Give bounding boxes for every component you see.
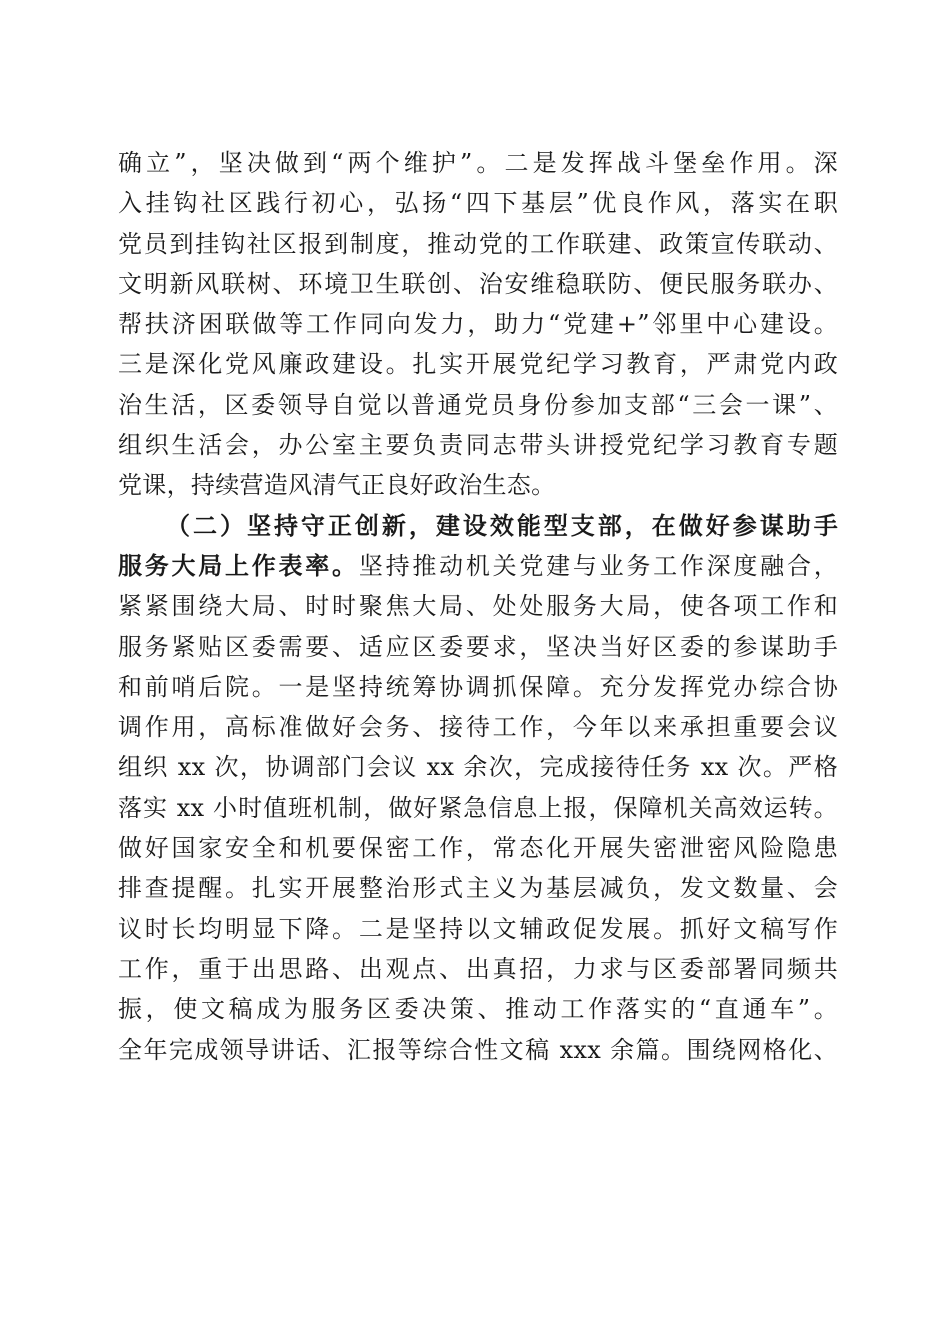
text-line: 党员到挂钩社区报到制度，推动党的工作联建、政策宣传联动、 xyxy=(118,229,838,258)
text-line: 振，使文稿成为服务区委决策、推动工作落实的“直通车”。 xyxy=(118,995,838,1024)
text-line: 入挂钩社区践行初心，弘扬“四下基层”优良作风，落实在职 xyxy=(118,189,838,218)
text-line: 服务紧贴区委需要、适应区委要求，坚决当好区委的参谋助手 xyxy=(118,632,838,661)
text-line: 和前哨后院。一是坚持统筹协调抓保障。充分发挥党办综合协 xyxy=(118,672,838,701)
text-line: 三是深化党风廉政建设。扎实开展党纪学习教育，严肃党内政 xyxy=(118,350,838,379)
text-line: 紧紧围绕大局、时时聚焦大局、处处服务大局，使各项工作和 xyxy=(118,592,838,621)
text-line: 工作，重于出思路、出观点、出真招，力求与区委部署同频共 xyxy=(118,954,838,983)
section-heading-continuation xyxy=(118,546,838,586)
text-line: 党课，持续营造风清气正良好政治生态。 xyxy=(118,471,556,500)
section-heading: （二）坚持守正创新，建设效能型支部，在做好参谋助手 xyxy=(166,510,838,540)
document-body xyxy=(118,143,838,1070)
text-line: 组织生活会，办公室主要负责同志带头讲授党纪学习教育专题 xyxy=(118,431,838,460)
text-line: 帮扶济困联做等工作同向发力，助力“党建+”邻里中心建设。 xyxy=(118,310,838,339)
text-line: 文明新风联树、环境卫生联创、治安维稳联防、便民服务联办、 xyxy=(118,269,838,298)
section-heading-end: 服务大局上作表率。 xyxy=(118,550,359,580)
text-line: 组织 xx 次，协调部门会议 xx 余次，完成接待任务 xx 次。严格 xyxy=(118,753,838,782)
text-line: 调作用，高标准做好会务、接待工作，今年以来承担重要会议 xyxy=(118,713,838,742)
text-line: 议时长均明显下降。二是坚持以文辅政促发展。抓好文稿写作 xyxy=(118,914,838,943)
text-line: 做好国家安全和机要保密工作，常态化开展失密泄密风险隐患 xyxy=(118,834,838,863)
text-line: 落实 xx 小时值班机制，做好紧急信息上报，保障机关高效运转。 xyxy=(118,793,838,822)
section-text: 坚持推动机关党建与业务工作深度融合， xyxy=(358,551,839,580)
text-line: 排查提醒。扎实开展整治形式主义为基层减负，发文数量、会 xyxy=(118,874,838,903)
text-line: 确立”，坚决做到“两个维护”。二是发挥战斗堡垒作用。深 xyxy=(118,149,838,177)
text-line: 治生活，区委领导自觉以普通党员身份参加支部“三会一课”、 xyxy=(118,390,838,419)
text-line: 全年完成领导讲话、汇报等综合性文稿 xxx 余篇。围绕网格化、 xyxy=(118,1035,838,1064)
